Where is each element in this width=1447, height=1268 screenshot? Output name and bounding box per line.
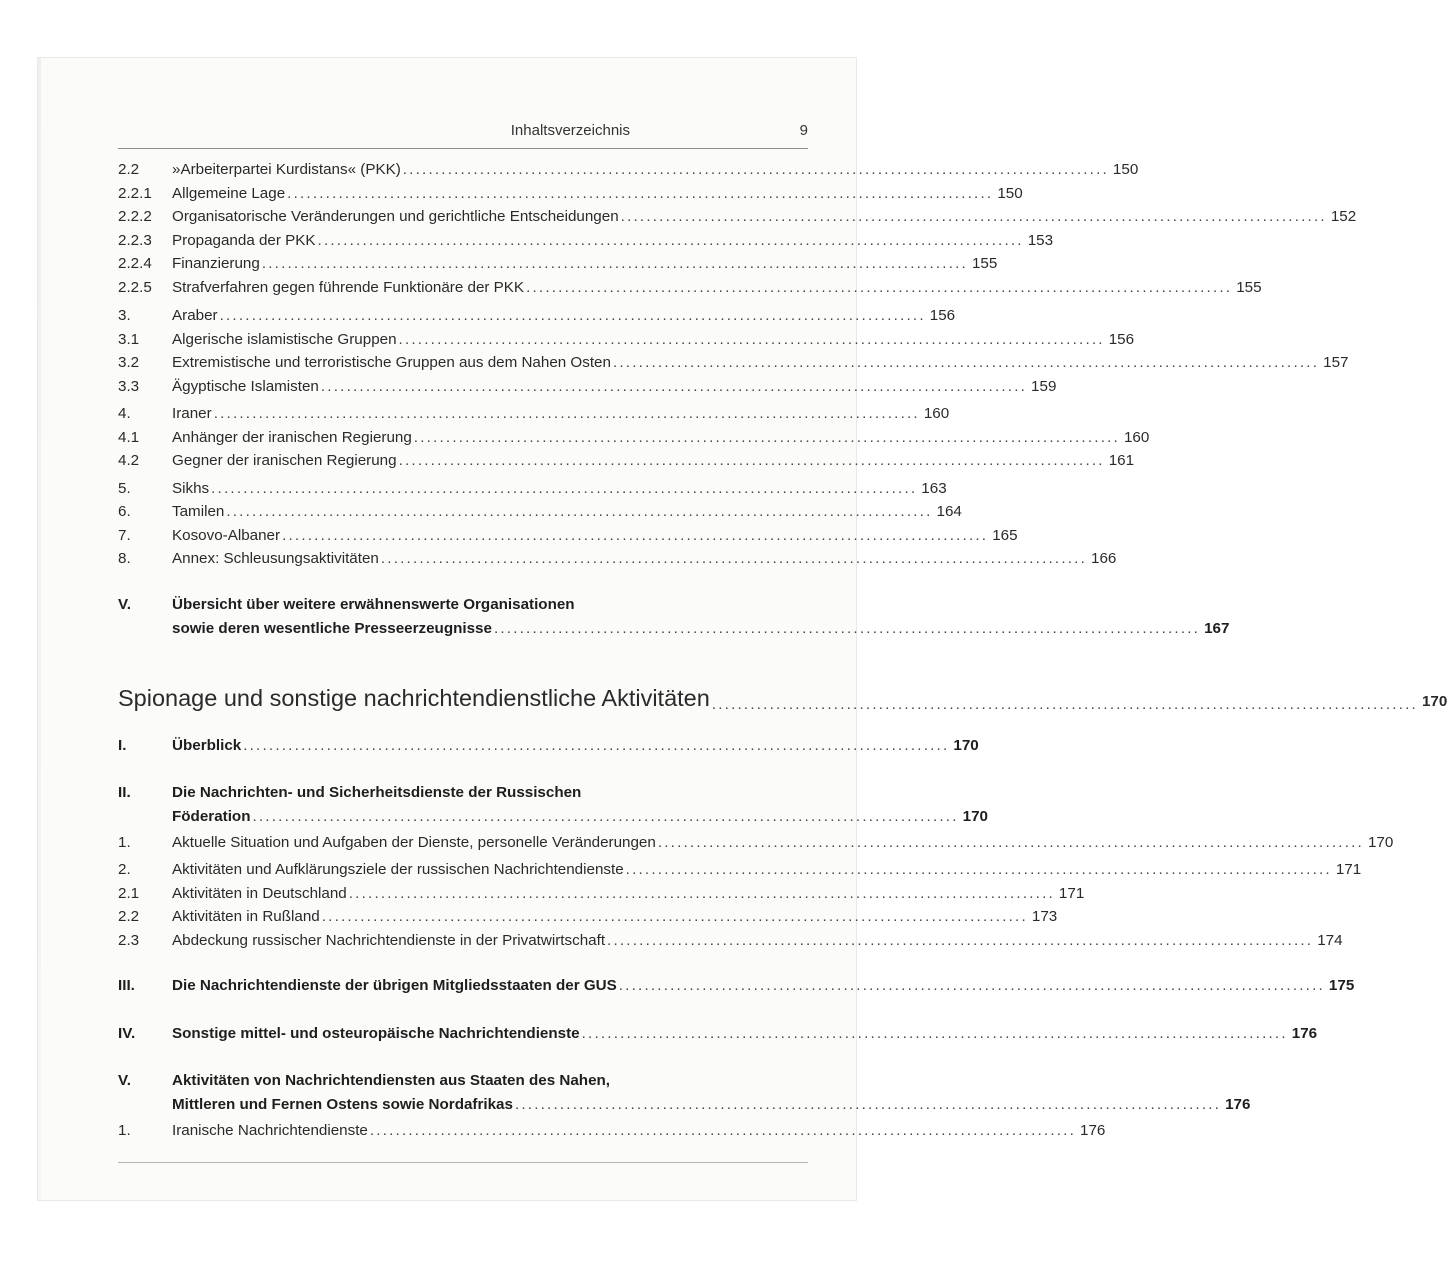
toc-entry[interactable] (118, 449, 1135, 473)
entry-number: 2.2 (118, 908, 140, 925)
section-page: 176 (1291, 1025, 1318, 1042)
entry-page: 156 (929, 307, 956, 324)
leader-dots: .............................................................................................................. (620, 208, 1327, 225)
entry-number: 2.2.2 (118, 208, 152, 225)
leader-dots: .............................................................................................................. (317, 231, 1024, 249)
entry-page: 171 (1335, 861, 1362, 878)
leader-dots: .............................................................................................................. (213, 405, 920, 422)
entry-title: Aktivitäten und Aufklärungsziele der russischen Nachrichtendienste (172, 861, 624, 878)
leader-dots: .............................................................................................................. (226, 503, 933, 520)
toc-entry[interactable] (118, 182, 1023, 206)
entry-number: 3. (118, 307, 131, 324)
leader-dots: .............................................................................................................. (287, 184, 994, 202)
entry-number: 2.3 (118, 931, 140, 949)
entry-number: 2.2.4 (118, 255, 152, 272)
entry-page: 173 (1031, 908, 1058, 925)
toc-section-v[interactable] (118, 593, 1230, 640)
chapter-title: Spionage und sonstige nachrichtendienstliche Aktivitäten (118, 685, 710, 711)
entry-page: 161 (1108, 452, 1135, 469)
leader-dots: .............................................................................................................. (607, 931, 1314, 949)
entry-page: 155 (971, 255, 998, 272)
section-number: V. (118, 1072, 131, 1089)
leader-dots: .............................................................................................................. (219, 307, 926, 324)
entry-page: 160 (1123, 428, 1150, 446)
entry-page: 174 (1317, 931, 1343, 949)
entry-number: 1. (118, 834, 131, 851)
header-rule (118, 148, 808, 149)
toc-section-ii[interactable] (118, 781, 988, 828)
toc-entry[interactable] (118, 229, 1054, 253)
entry-number: 2.1 (118, 884, 140, 902)
entry-title: Algerische islamistische Gruppen (172, 330, 397, 348)
toc-entry[interactable] (118, 252, 998, 276)
leader-dots: .............................................................................................................. (618, 977, 1325, 994)
entry-page: 166 (1091, 550, 1117, 567)
toc-entry[interactable] (118, 1119, 1106, 1143)
toc-entry[interactable] (118, 158, 1139, 182)
entry-title: Aktivitäten in Rußland (172, 908, 320, 925)
leader-dots: .............................................................................................................. (282, 526, 989, 544)
toc-entry[interactable] (118, 328, 1135, 352)
entry-page: 160 (923, 405, 950, 422)
entry-title: Organisatorische Veränderungen und gerichtliche Entscheidungen (172, 208, 619, 225)
entry-page: 156 (1108, 330, 1135, 348)
entry-number: 4.1 (118, 428, 140, 446)
leader-dots: .............................................................................................................. (261, 255, 968, 272)
section-page: 170 (953, 737, 979, 754)
toc-chapter-heading[interactable] (118, 683, 1447, 713)
entry-page: 171 (1058, 884, 1085, 902)
running-header (118, 122, 808, 144)
entry-title: Tamilen (172, 503, 225, 520)
entry-title: Abdeckung russischer Nachrichtendienste in der Privatwirtschaft (172, 931, 606, 949)
entry-title: Iraner (172, 405, 212, 422)
entry-number: 2. (118, 861, 131, 878)
entry-page: 157 (1323, 354, 1349, 371)
leader-dots: .............................................................................................................. (612, 354, 1320, 371)
toc-entry[interactable] (118, 831, 1394, 855)
leader-dots: .............................................................................................................. (348, 884, 1055, 902)
leader-dots: .............................................................................................................. (398, 330, 1105, 348)
toc-entry[interactable] (118, 929, 1343, 953)
section-title-line1: Aktivitäten von Nachrichtendiensten aus Staaten des Nahen, (172, 1072, 611, 1089)
section-number: II. (118, 784, 131, 801)
leader-dots: .............................................................................................................. (211, 479, 918, 497)
leader-dots: .............................................................................................................. (657, 834, 1364, 851)
toc-section-v-2[interactable] (118, 1069, 1251, 1116)
leader-dots: .............................................................................................................. (493, 619, 1201, 637)
entry-page: 164 (936, 503, 962, 520)
leader-dots: .............................................................................................................. (402, 161, 1109, 178)
entry-number: 4.2 (118, 452, 140, 469)
entry-page: 176 (1080, 1122, 1106, 1139)
toc-entry[interactable] (118, 858, 1362, 882)
entry-title: Allgemeine Lage (172, 184, 286, 202)
section-page: 170 (962, 807, 988, 825)
toc-entry[interactable] (118, 500, 962, 524)
entry-title: Aktuelle Situation und Aufgaben der Dienste, personelle Veränderungen (172, 834, 656, 851)
entry-number: 2.2.1 (118, 184, 152, 202)
entry-title: Propaganda der PKK (172, 231, 316, 249)
toc-entry[interactable] (118, 905, 1058, 929)
entry-title: Gegner der iranischen Regierung (172, 452, 397, 469)
toc-section-i[interactable] (118, 734, 979, 758)
leader-dots: .............................................................................................................. (526, 278, 1233, 296)
entry-title: Finanzierung (172, 255, 260, 272)
leader-dots: .............................................................................................................. (320, 377, 1028, 395)
entry-number: 8. (118, 550, 131, 567)
leader-dots: .............................................................................................................. (243, 737, 950, 754)
section-title-line2: Föderation (172, 807, 251, 825)
section-title-line1: Übersicht über weitere erwähnenswerte Organisationen (172, 596, 575, 613)
entry-page: 170 (1367, 834, 1394, 851)
section-page: 175 (1328, 977, 1355, 994)
leader-dots: .............................................................................................................. (380, 550, 1088, 567)
entry-page: 155 (1236, 278, 1262, 296)
section-number: IV. (118, 1025, 136, 1042)
section-title-line1: Die Nachrichten- und Sicherheitsdienste der Russischen (172, 784, 582, 801)
entry-number: 2.2 (118, 161, 140, 178)
entry-title: Ägyptische Islamisten (172, 377, 319, 395)
section-title: Die Nachrichtendienste der übrigen Mitgliedsstaaten der GUS (172, 977, 617, 994)
leader-dots: .............................................................................................................. (514, 1095, 1222, 1113)
header-title: Inhaltsverzeichnis (510, 122, 630, 139)
toc-entry[interactable] (118, 205, 1357, 229)
leader-dots: .............................................................................................................. (369, 1122, 1077, 1139)
entry-title: Kosovo-Albaner (172, 526, 281, 544)
section-title: Sonstige mittel- und osteuropäische Nachrichtendienste (172, 1025, 580, 1042)
entry-number: 3.1 (118, 330, 140, 348)
entry-number: 2.2.5 (118, 278, 152, 296)
toc-entry[interactable] (118, 547, 1117, 571)
entry-title: Iranische Nachrichtendienste (172, 1122, 368, 1139)
section-number: V. (118, 596, 131, 613)
entry-title: Strafverfahren gegen führende Funktionäre der PKK (172, 278, 525, 296)
toc-entry[interactable] (118, 524, 1018, 548)
leader-dots: .............................................................................................................. (625, 861, 1332, 878)
toc-entry[interactable] (118, 304, 956, 328)
section-page: 176 (1225, 1095, 1251, 1113)
section-title-line2: sowie deren wesentliche Presseerzeugnisse (172, 619, 492, 637)
section-title: Überblick (172, 737, 242, 754)
entry-number: 1. (118, 1122, 131, 1139)
entry-page: 150 (1112, 161, 1139, 178)
toc-entry[interactable] (118, 882, 1085, 906)
toc-entry[interactable] (118, 351, 1349, 375)
toc-entry[interactable] (118, 477, 947, 501)
entry-page: 152 (1330, 208, 1357, 225)
entry-title: Anhänger der iranischen Regierung (172, 428, 412, 446)
entry-title: Annex: Schleusungsaktivitäten (172, 550, 379, 567)
leader-dots: .............................................................................................................. (252, 807, 959, 825)
entry-title: Extremistische und terroristische Gruppen aus dem Nahen Osten (172, 354, 611, 371)
leader-dots: .............................................................................................................. (581, 1025, 1288, 1042)
entry-title: Sikhs (172, 479, 210, 497)
scan-edge (38, 58, 41, 1200)
entry-number: 2.2.3 (118, 231, 152, 249)
leader-dots: .............................................................................................................. (398, 452, 1105, 469)
entry-number: 3.3 (118, 377, 140, 395)
toc-section-iii[interactable] (118, 974, 1355, 998)
leader-dots: .............................................................................................................. (711, 696, 1418, 713)
section-page: 167 (1204, 619, 1230, 637)
entry-page: 163 (921, 479, 947, 497)
section-number: I. (118, 737, 127, 754)
entry-title: »Arbeiterpartei Kurdistans« (PKK) (172, 161, 401, 178)
leader-dots: .............................................................................................................. (413, 428, 1120, 446)
entry-number: 7. (118, 526, 131, 544)
entry-title: Araber (172, 307, 218, 324)
section-number: III. (118, 977, 135, 994)
footer-rule (118, 1162, 808, 1163)
entry-number: 5. (118, 479, 131, 497)
toc-entry[interactable] (118, 375, 1057, 399)
chapter-page: 170 (1421, 693, 1447, 710)
section-title-line2: Mittleren und Fernen Ostens sowie Nordafrikas (172, 1095, 513, 1113)
entry-number: 4. (118, 405, 131, 422)
toc-entry[interactable] (118, 402, 950, 426)
toc-entry[interactable] (118, 276, 1262, 300)
leader-dots: .............................................................................................................. (321, 908, 1028, 925)
toc-section-iv[interactable] (118, 1022, 1318, 1046)
entry-page: 153 (1027, 231, 1054, 249)
entry-number: 3.2 (118, 354, 140, 371)
entry-page: 150 (997, 184, 1023, 202)
header-page-number: 9 (799, 122, 808, 139)
entry-page: 159 (1031, 377, 1057, 395)
toc-entry[interactable] (118, 426, 1150, 450)
entry-title: Aktivitäten in Deutschland (172, 884, 347, 902)
entry-page: 165 (992, 526, 1018, 544)
entry-number: 6. (118, 503, 131, 520)
